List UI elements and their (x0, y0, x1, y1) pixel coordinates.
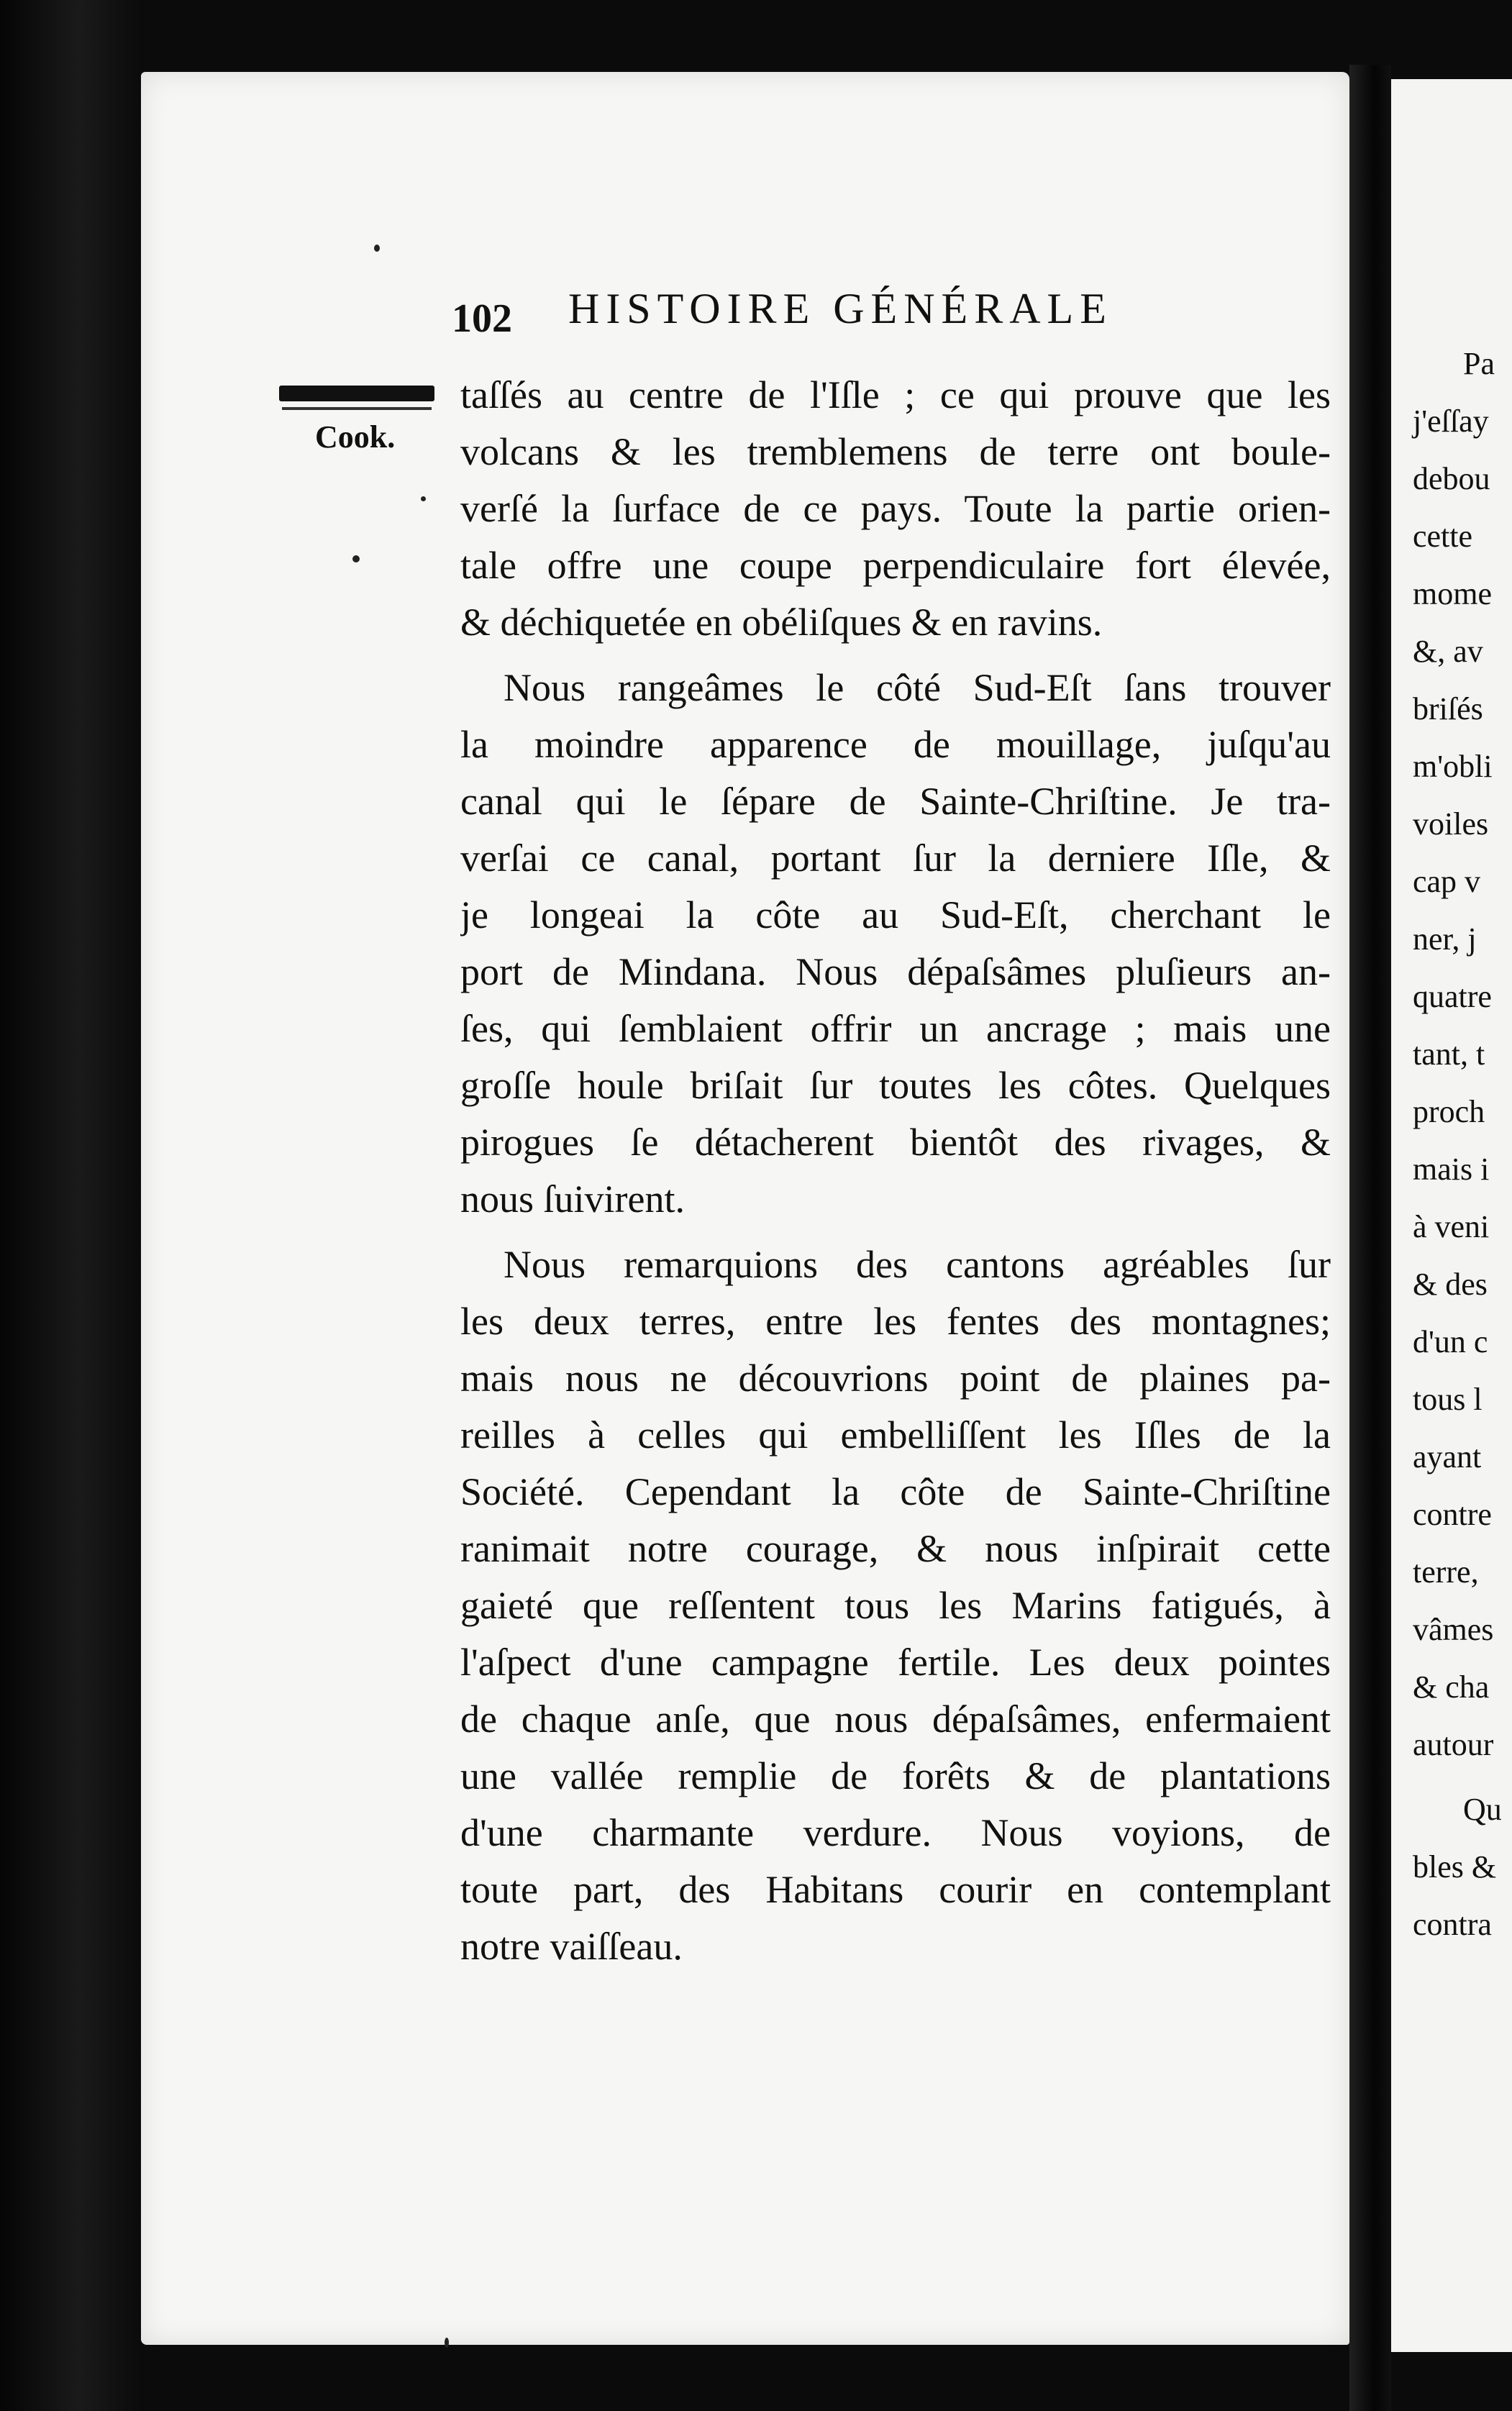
text-line: mais nous ne découvrions point de plaines pa- (460, 1357, 1331, 1400)
running-head: HISTOIRE GÉNÉRALE (568, 285, 1113, 332)
text-line: verſé la ſurface de ce pays. Toute la partie orien- (460, 487, 1331, 530)
facing-line: Pa (1463, 346, 1495, 381)
facing-line: contre (1413, 1497, 1492, 1532)
facing-line: mome (1413, 576, 1492, 611)
facing-line: autour (1413, 1727, 1494, 1762)
facing-line: & cha (1413, 1669, 1490, 1705)
text-line: la moindre apparence de mouillage, juſqu'au (460, 723, 1331, 766)
facing-line: &, av (1413, 634, 1483, 669)
book-gutter (1349, 65, 1391, 2411)
ink-speck (421, 496, 426, 501)
text-line: ranimait notre courage, & nous inſpirait cette (460, 1527, 1331, 1570)
text-line: Nous remarquions des cantons agréables ſur (504, 1243, 1331, 1286)
text-line: l'aſpect d'une campagne fertile. Les deux pointes (460, 1641, 1331, 1684)
body-text (460, 367, 1331, 1975)
paragraph (460, 660, 1331, 1228)
text-line: pirogues ſe détacherent bientôt des rivages, & (460, 1121, 1331, 1164)
text-line: verſai ce canal, portant ſur la derniere Iſle, & (460, 837, 1331, 880)
ink-speck (352, 555, 360, 562)
page-number: 102 (452, 296, 512, 341)
paragraph (460, 1236, 1331, 1975)
facing-line: contra (1413, 1907, 1492, 1942)
text-line: tale offre une coupe perpendiculaire fort élevée, (460, 544, 1331, 587)
margin-rule (279, 386, 434, 401)
margin-note: Cook. (315, 419, 396, 455)
text-line: gaieté que reſſentent tous les Marins fatigués, à (460, 1584, 1331, 1627)
text-line: d'une charmante verdure. Nous voyions, de (460, 1811, 1331, 1854)
facing-line: ner, j (1413, 921, 1477, 957)
text-line: taſſés au centre de l'Iſle ; ce qui prouve que les (460, 373, 1331, 416)
facing-line: debou (1413, 461, 1490, 496)
ink-speck (374, 245, 380, 252)
text-line: ſes, qui ſemblaient offrir un ancrage ; mais une (460, 1007, 1331, 1050)
margin-rule-underline (282, 407, 432, 410)
text-line: Nous rangeâmes le côté Sud-Eſt ſans trouver (504, 666, 1331, 709)
paragraph (460, 367, 1331, 651)
text-line: de chaque anſe, que nous dépaſsâmes, enfermaient (460, 1697, 1331, 1741)
text-line: & déchiquetée en obéliſques & en ravins. (460, 601, 1103, 644)
facing-page-fragment (1391, 79, 1512, 2352)
facing-line: tant, t (1413, 1036, 1485, 1072)
facing-line: bles & (1413, 1849, 1497, 1884)
facing-line: mais i (1413, 1152, 1490, 1187)
facing-line: voiles (1413, 806, 1489, 842)
text-line: je longeai la côte au Sud-Eſt, cherchant le (460, 893, 1331, 936)
facing-line: cap v (1413, 864, 1481, 899)
text-line: groſſe houle briſait ſur toutes les côtes. Quelques (460, 1064, 1331, 1107)
text-line: volcans & les tremblemens de terre ont boule- (460, 430, 1331, 473)
ink-speck (445, 2338, 449, 2348)
text-line: canal qui le ſépare de Sainte-Chriſtine. Je tra- (460, 780, 1331, 823)
facing-line: Qu (1463, 1792, 1502, 1827)
facing-line: proch (1413, 1094, 1485, 1129)
text-line: port de Mindana. Nous dépaſsâmes pluſieurs an- (460, 950, 1331, 993)
text-line: reilles à celles qui embelliſſent les Iſles de la (460, 1413, 1331, 1457)
facing-line: m'obli (1413, 749, 1493, 784)
text-line: notre vaiſſeau. (460, 1925, 683, 1968)
scan-left-edge (0, 0, 144, 2411)
facing-line: briſés (1413, 691, 1483, 726)
facing-line: ayant (1413, 1439, 1482, 1475)
facing-line: j'eſſay (1413, 404, 1489, 439)
facing-line: tous l (1413, 1382, 1483, 1417)
text-line: nous ſuivirent. (460, 1177, 685, 1221)
facing-line: vâmes (1413, 1612, 1494, 1647)
text-line: une vallée remplie de forêts & de plantations (460, 1754, 1331, 1797)
facing-line: terre, (1413, 1554, 1479, 1590)
facing-line: d'un c (1413, 1324, 1488, 1359)
facing-line: quatre (1413, 979, 1492, 1014)
facing-line: & des (1413, 1267, 1488, 1302)
text-line: Société. Cependant la côte de Sainte-Chriſtine (460, 1470, 1331, 1513)
facing-line: cette (1413, 519, 1473, 554)
page-header (452, 284, 1336, 349)
facing-line: à veni (1413, 1209, 1490, 1244)
text-line: toute part, des Habitans courir en contemplant (460, 1868, 1331, 1911)
text-line: les deux terres, entre les fentes des montagnes; (460, 1300, 1331, 1343)
